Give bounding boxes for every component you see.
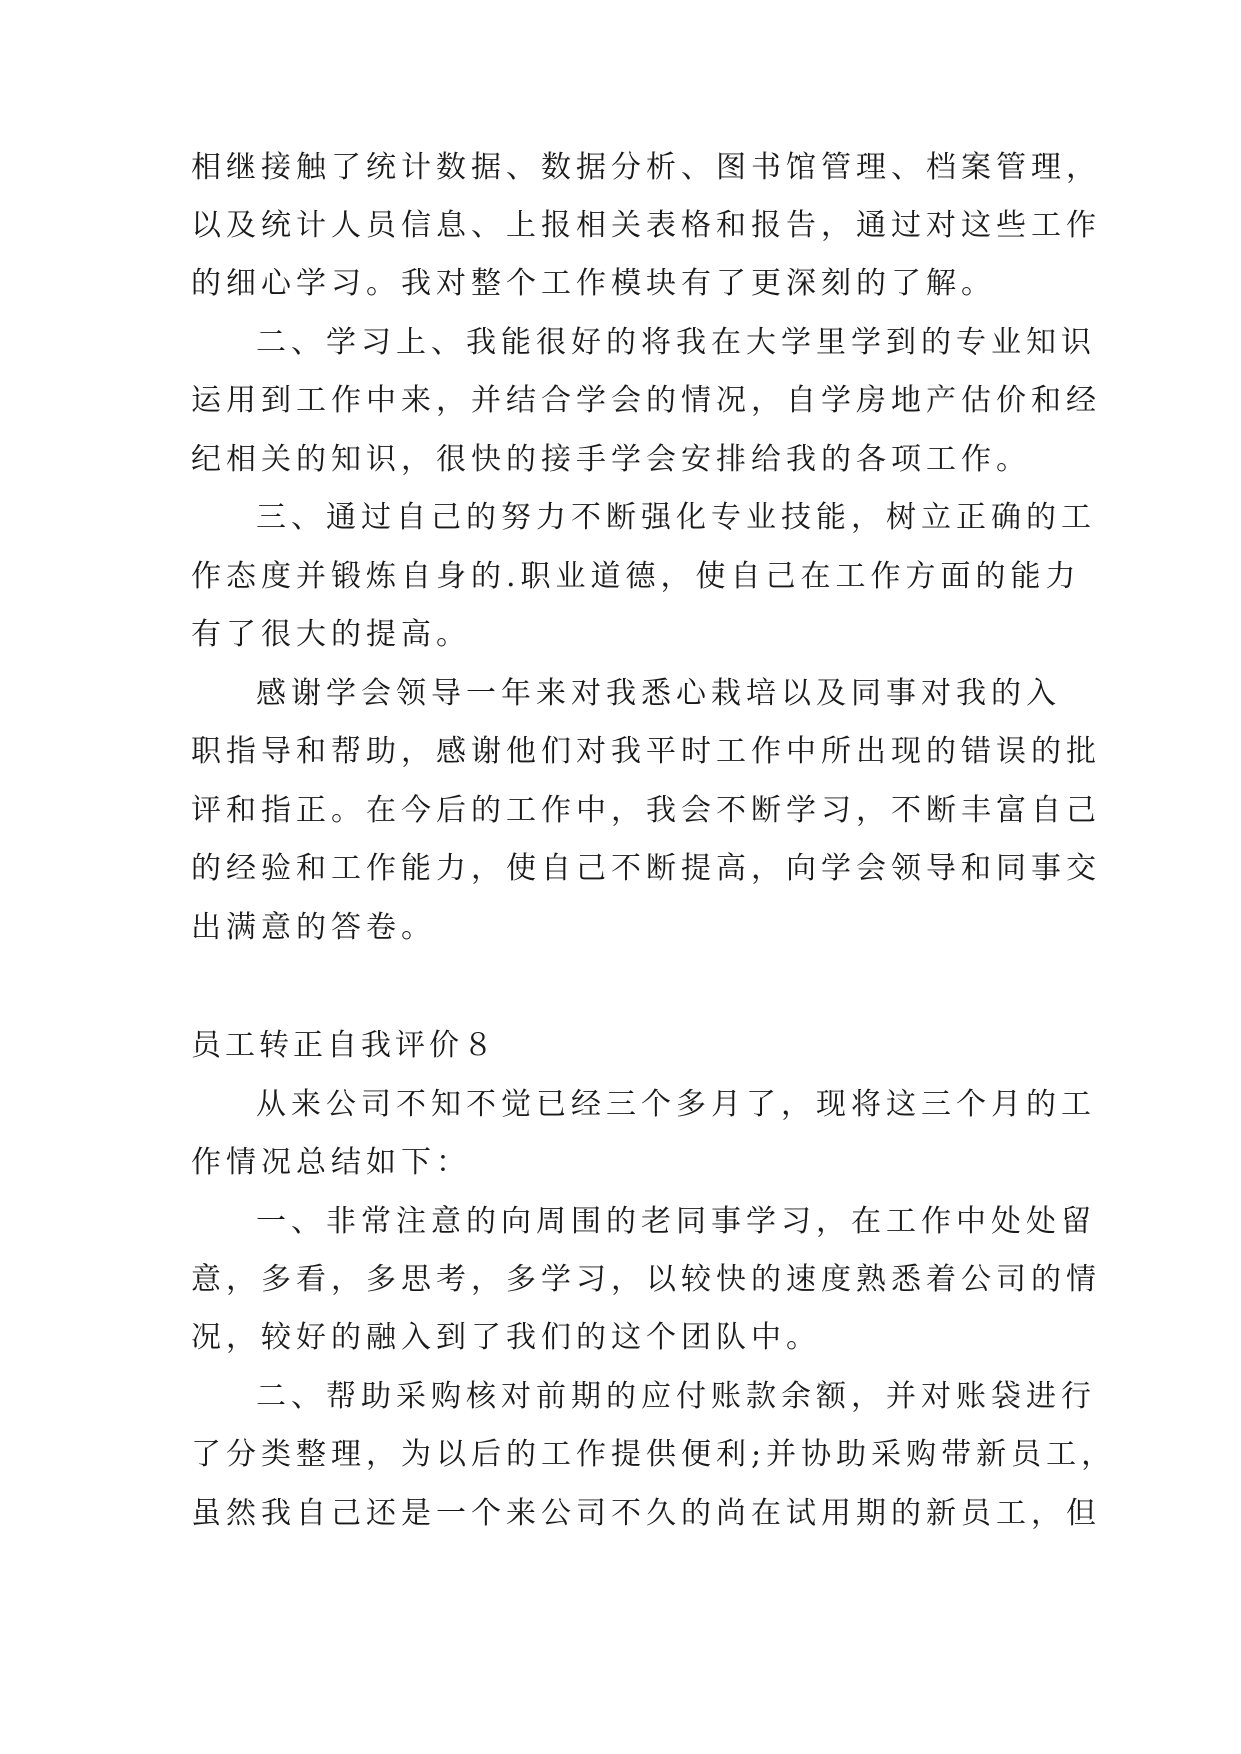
paragraph-line: 出满意的答卷。: [191, 910, 436, 945]
paragraph-line: 了分类整理，为以后的工作提供便利;并协助采购带新员工，: [191, 1437, 1117, 1472]
paragraph-line: 作态度并锻炼自身的.职业道德，使自己在工作方面的能力: [191, 559, 1081, 594]
paragraph-line: 的细心学习。我对整个工作模块有了更深刻的了解。: [191, 266, 996, 301]
paragraph-line: 有了很大的提高。: [191, 617, 471, 652]
paragraph-line: 运用到工作中来，并结合学会的情况，自学房地产估价和经: [191, 383, 1101, 418]
paragraph-line: 相继接触了统计数据、数据分析、图书馆管理、档案管理，: [191, 150, 1101, 185]
paragraph-line: 的经验和工作能力，使自己不断提高，向学会领导和同事交: [191, 851, 1101, 886]
paragraph-line: 虽然我自己还是一个来公司不久的尚在试用期的新员工，但: [191, 1496, 1101, 1531]
paragraph-line: 况，较好的融入到了我们的这个团队中。: [191, 1320, 821, 1355]
paragraph-line: 二、帮助采购核对前期的应付账款余额，并对账袋进行: [256, 1379, 1096, 1414]
paragraph-line: 作情况总结如下：: [191, 1145, 471, 1180]
paragraph-line: 从来公司不知不觉已经三个多月了，现将这三个月的工: [256, 1087, 1096, 1122]
paragraph-line: 纪相关的知识，很快的接手学会安排给我的各项工作。: [191, 442, 1031, 477]
section-heading: 员工转正自我评价８: [191, 1028, 497, 1063]
paragraph-line: 三、通过自己的努力不断强化专业技能，树立正确的工: [256, 500, 1096, 535]
paragraph-line: 以及统计人员信息、上报相关表格和报告，通过对这些工作: [191, 208, 1101, 243]
paragraph-line: 意，多看，多思考，多学习，以较快的速度熟悉着公司的情: [191, 1262, 1101, 1297]
paragraph-line: 职指导和帮助，感谢他们对我平时工作中所出现的错误的批: [191, 734, 1101, 769]
paragraph-line: 评和指正。在今后的工作中，我会不断学习，不断丰富自己: [191, 793, 1101, 828]
paragraph-line: 一、非常注意的向周围的老同事学习，在工作中处处留: [256, 1204, 1096, 1239]
paragraph-line: 二、学习上、我能很好的将我在大学里学到的专业知识: [256, 325, 1096, 360]
paragraph-line: 感谢学会领导一年来对我悉心栽培以及同事对我的入: [256, 676, 1061, 711]
